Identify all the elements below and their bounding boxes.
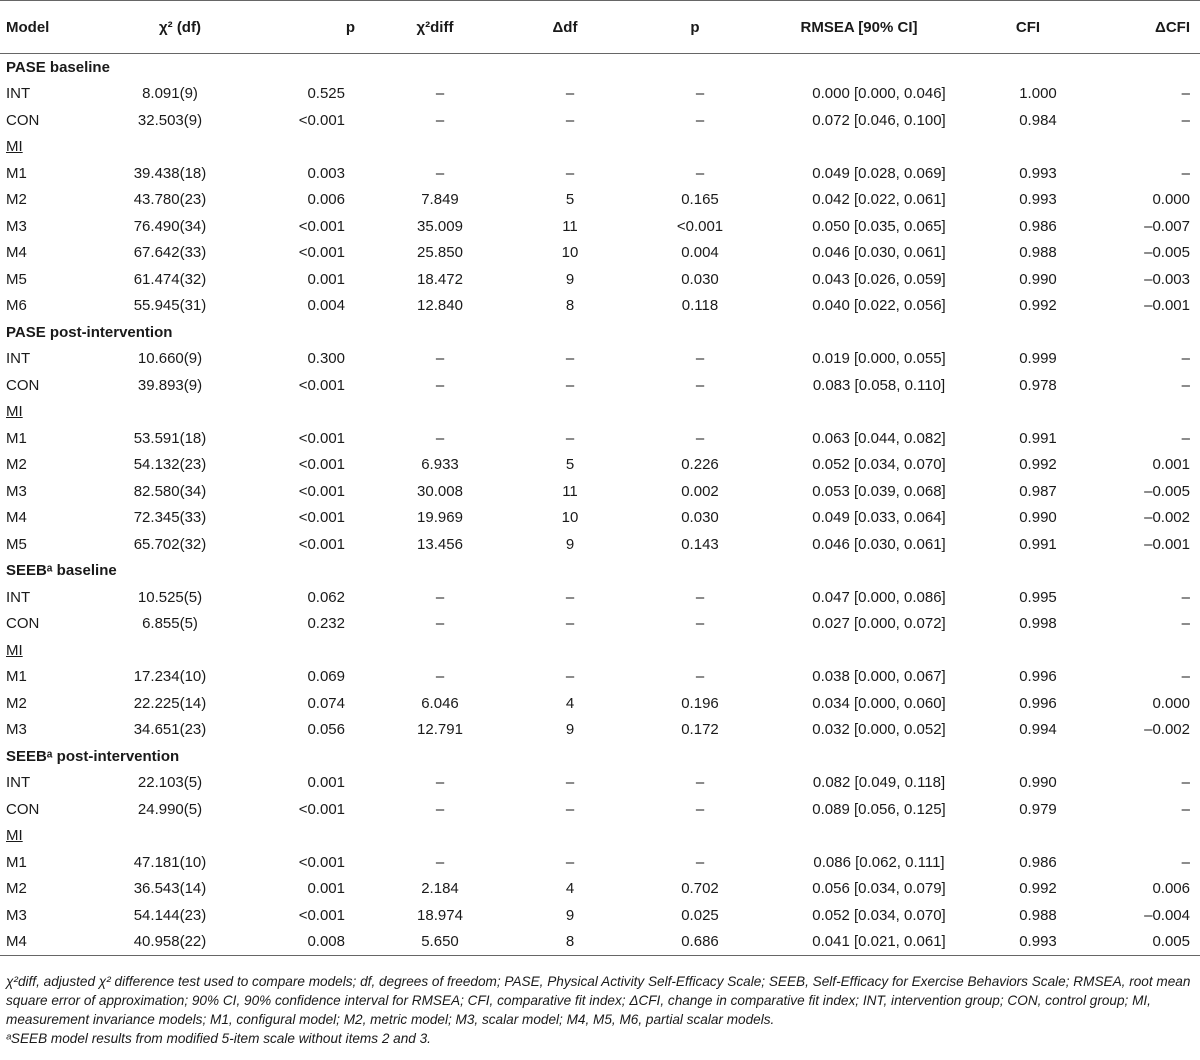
cell-delta-cfi: – (1181, 85, 1190, 103)
cell-rmsea: 0.046 [0.030, 0.061] (812, 535, 946, 553)
cell-chi-square: 55.945(31) (133, 297, 207, 315)
cell-model: M4 (0, 929, 95, 956)
cell-delta-df: 5 (565, 456, 575, 474)
section-title: SEEBᵃ post-intervention (6, 747, 180, 765)
section-row (0, 558, 1200, 585)
cell-cfi: 0.979 (1019, 800, 1057, 818)
cell-chi-square: 34.651(23) (133, 721, 207, 739)
cell-p: 0.008 (245, 929, 375, 956)
cell-cfi: 0.999 (1019, 350, 1057, 368)
cell-cfi: 0.986 (1019, 217, 1057, 235)
footnote-abbreviations: χ²diff, adjusted χ² difference test used to compare models; df, degrees of freedom; PASE, Physical Activity Self-Efficacy Scale; SEEB, Self-Efficacy for Exercise Behaviors Scale; RMSEA, root mean square error of approximation; 90% CI, 90% confidence interval for RMSEA; CFI, comparative fit index; ΔCFI, change in comparative fit index; INT, intervention group; CON, control group; MI, measurement invariance models; M1, configural model; M2, metric model; M3, scalar model; M4, M5, M6, partial scalar models. (6, 974, 1191, 1027)
table-row (0, 902, 1200, 929)
cell-rmsea: 0.043 [0.026, 0.059] (812, 270, 946, 288)
cell-rmsea: 0.052 [0.034, 0.070] (812, 456, 946, 474)
cell-cfi: 0.987 (1019, 482, 1057, 500)
cell-delta-df: 4 (565, 694, 575, 712)
cell-model: M1 (6, 429, 27, 447)
cell-delta-df: – (565, 800, 575, 818)
cell-delta-df: – (565, 164, 575, 182)
cell-chi-diff: 18.974 (417, 906, 463, 924)
cell-cfi: 0.986 (1019, 853, 1057, 871)
cell-p-diff: 0.172 (681, 721, 719, 739)
cell-p: <0.001 (298, 244, 345, 262)
cell-delta-df: – (565, 588, 575, 606)
cell-chi-diff: 6.046 (421, 694, 459, 712)
table-row (0, 929, 1200, 956)
cell-chi-square: 82.580(34) (133, 482, 207, 500)
cell-delta-cfi: – (1181, 853, 1190, 871)
cell-chi-diff: 13.456 (417, 535, 463, 553)
table-row (0, 266, 1200, 293)
footnote-a: ᵃSEEB model results from modified 5-item scale without items 2 and 3. (6, 1031, 431, 1046)
cell-delta-cfi: –0.002 (1144, 509, 1190, 527)
cell-model: CON (6, 376, 40, 394)
cell-chi-diff: 5.650 (375, 929, 505, 956)
cell-delta-cfi: –0.001 (1144, 297, 1190, 315)
cell-delta-cfi: –0.004 (1144, 906, 1190, 924)
cell-chi-diff: – (435, 774, 445, 792)
cell-chi-square: 39.438(18) (133, 164, 207, 182)
cell-chi-diff: 2.184 (421, 880, 459, 898)
cell-p-diff: – (695, 376, 705, 394)
table-row (0, 505, 1200, 532)
cell-delta-df: – (565, 111, 575, 129)
cell-chi-diff: 35.009 (417, 217, 463, 235)
cell-chi-square: 43.780(23) (133, 191, 207, 209)
section-row (0, 743, 1200, 770)
cell-p: 0.003 (307, 164, 345, 182)
cell-p: <0.001 (298, 217, 345, 235)
mi-label: MI (6, 641, 23, 659)
cell-rmsea: 0.049 [0.028, 0.069] (812, 164, 946, 182)
cell-cfi: 0.992 (1019, 456, 1057, 474)
cell-delta-df: 11 (562, 482, 578, 500)
cell-cfi: 0.993 (1019, 164, 1057, 182)
cell-delta-df: 8 (565, 297, 575, 315)
cell-p-diff: 0.030 (681, 270, 719, 288)
cell-rmsea: 0.063 [0.044, 0.082] (812, 429, 946, 447)
table-row (0, 107, 1200, 134)
cell-delta-cfi: – (1181, 615, 1190, 633)
cell-model: M2 (6, 456, 27, 474)
cell-delta-df: – (565, 429, 575, 447)
cell-delta-cfi: 0.000 (1152, 694, 1190, 712)
cell-model: M5 (6, 270, 27, 288)
cell-chi-diff: – (435, 668, 445, 686)
cell-chi-diff: – (435, 164, 445, 182)
cell-p-diff: – (695, 164, 705, 182)
cell-chi-diff: 25.850 (417, 244, 463, 262)
cell-rmsea: 0.034 [0.000, 0.060] (812, 694, 946, 712)
cell-rmsea: 0.046 [0.030, 0.061] (812, 244, 946, 262)
cell-model: M5 (6, 535, 27, 553)
cell-p-diff: – (695, 800, 705, 818)
cell-model: M1 (6, 164, 27, 182)
cell-p: <0.001 (298, 376, 345, 394)
cell-delta-cfi: –0.005 (1144, 244, 1190, 262)
cell-p: 0.006 (307, 191, 345, 209)
cell-delta-df: 10 (561, 244, 579, 262)
cell-p-diff: 0.002 (681, 482, 719, 500)
cell-rmsea: 0.086 [0.062, 0.111] (813, 853, 945, 871)
mi-label: MI (6, 138, 23, 156)
cell-delta-df: 5 (565, 191, 575, 209)
cell-delta-cfi: – (1181, 429, 1190, 447)
mi-label: MI (6, 403, 23, 421)
cell-model: M1 (6, 853, 27, 871)
cell-p: 0.062 (307, 588, 345, 606)
cell-cfi: 0.990 (1019, 509, 1057, 527)
cell-rmsea: 0.019 [0.000, 0.055] (812, 350, 946, 368)
cell-model: M6 (6, 297, 27, 315)
cell-delta-df: – (565, 774, 575, 792)
cell-model: INT (6, 774, 31, 792)
section-title: PASE baseline (6, 58, 110, 76)
cell-delta-cfi: – (1181, 774, 1190, 792)
mi-label-row (0, 823, 1200, 850)
cell-cfi: 0.996 (1019, 668, 1057, 686)
table-row (0, 770, 1200, 797)
cell-chi-square: 32.503(9) (137, 111, 203, 129)
cell-p-diff: – (695, 85, 705, 103)
cell-chi-square: 8.091(9) (142, 85, 198, 103)
table-row (0, 372, 1200, 399)
cell-rmsea: 0.050 [0.035, 0.065] (812, 217, 946, 235)
header-rmsea: RMSEA [90% CI] (765, 1, 963, 54)
table-row (0, 346, 1200, 373)
cell-p: 0.525 (307, 85, 345, 103)
table-row (0, 611, 1200, 638)
cell-chi-diff: – (435, 111, 445, 129)
cell-chi-diff: – (435, 588, 445, 606)
cell-p: <0.001 (298, 482, 345, 500)
cell-delta-cfi: – (1181, 800, 1190, 818)
section-row (0, 54, 1200, 81)
section-title: SEEBᵃ baseline (6, 562, 117, 580)
cell-cfi: 0.998 (1019, 615, 1057, 633)
header-model: Model (0, 1, 95, 54)
cell-p-diff: 0.196 (681, 694, 719, 712)
cell-cfi: 0.984 (1019, 111, 1057, 129)
cell-delta-cfi: – (1181, 588, 1190, 606)
cell-chi-square: 53.591(18) (133, 429, 207, 447)
cell-rmsea: 0.083 [0.058, 0.110] (812, 376, 946, 394)
cell-cfi: 0.995 (1019, 588, 1057, 606)
cell-chi-diff: – (435, 376, 445, 394)
header-row (0, 1, 1200, 54)
cell-delta-df: – (565, 350, 575, 368)
header-chi-diff: χ²diff (375, 1, 505, 54)
header-chi-square: χ² (df) (95, 1, 245, 54)
cell-cfi: 0.996 (1019, 694, 1057, 712)
cell-cfi: 0.978 (1019, 376, 1057, 394)
cell-chi-square: 39.893(9) (137, 376, 203, 394)
cell-chi-diff: 6.933 (421, 456, 459, 474)
cell-delta-cfi: – (1181, 376, 1190, 394)
cell-chi-diff: 12.840 (417, 297, 463, 315)
table-row (0, 717, 1200, 744)
cell-delta-df: 4 (565, 880, 575, 898)
cell-delta-df: – (565, 376, 575, 394)
cell-p-diff: 0.165 (681, 191, 719, 209)
cell-cfi: 0.990 (1019, 774, 1057, 792)
cell-rmsea: 0.052 [0.034, 0.070] (812, 906, 946, 924)
cell-rmsea: 0.040 [0.022, 0.056] (812, 297, 946, 315)
cell-cfi: 0.992 (1019, 297, 1057, 315)
cell-p-diff: – (695, 350, 705, 368)
cell-delta-cfi: – (1181, 350, 1190, 368)
cell-chi-diff: – (435, 350, 445, 368)
cell-chi-diff: – (435, 800, 445, 818)
cell-chi-diff: – (435, 853, 445, 871)
cell-model: CON (6, 615, 40, 633)
table-row (0, 876, 1200, 903)
cell-p: <0.001 (298, 456, 345, 474)
cell-p: 0.004 (307, 297, 345, 315)
table-footnote (6, 972, 1194, 1048)
cell-model: INT (6, 85, 31, 103)
cell-model: M3 (6, 906, 27, 924)
cell-rmsea: 0.089 [0.056, 0.125] (812, 800, 946, 818)
cell-chi-diff: 7.849 (421, 191, 459, 209)
cell-p-diff: – (695, 429, 705, 447)
table-row (0, 425, 1200, 452)
cell-chi-square: 24.990(5) (137, 800, 203, 818)
cell-chi-square: 65.702(32) (133, 535, 207, 553)
cell-delta-cfi: – (1181, 164, 1190, 182)
cell-model: M2 (6, 694, 27, 712)
cell-delta-cfi: –0.005 (1144, 482, 1190, 500)
table-row (0, 240, 1200, 267)
cell-p: <0.001 (298, 906, 345, 924)
section-row (0, 319, 1200, 346)
cell-p-diff: 0.025 (681, 906, 719, 924)
cell-cfi: 0.988 (1019, 906, 1057, 924)
cell-model: M4 (6, 509, 27, 527)
table-row (0, 293, 1200, 320)
mi-label-row (0, 637, 1200, 664)
mi-label: MI (6, 827, 23, 845)
cell-p: 0.232 (307, 615, 345, 633)
cell-chi-square: 22.225(14) (133, 694, 207, 712)
cell-chi-square: 10.525(5) (137, 588, 203, 606)
header-cfi: CFI (963, 1, 1073, 54)
cell-p-diff: <0.001 (676, 217, 724, 235)
cell-p-diff: – (695, 588, 705, 606)
cell-delta-df: 9 (565, 721, 575, 739)
table-row (0, 81, 1200, 108)
cell-model: M3 (6, 482, 27, 500)
cell-p-diff: – (695, 111, 705, 129)
cell-model: M3 (6, 217, 27, 235)
cell-chi-diff: – (435, 429, 445, 447)
cell-delta-cfi: –0.003 (1144, 270, 1190, 288)
cell-chi-diff: – (435, 615, 445, 633)
cell-p-diff: 0.702 (681, 880, 719, 898)
table-row (0, 160, 1200, 187)
cell-chi-square: 36.543(14) (133, 880, 207, 898)
cell-delta-df: 9 (565, 535, 575, 553)
cell-delta-cfi: – (1181, 111, 1190, 129)
cell-delta-cfi: 0.001 (1152, 456, 1190, 474)
cell-p-diff: – (695, 774, 705, 792)
cell-chi-square: 72.345(33) (133, 509, 207, 527)
cell-p-diff: 0.686 (635, 929, 765, 956)
cell-model: INT (6, 350, 31, 368)
cell-p: <0.001 (298, 800, 345, 818)
cell-p-diff: 0.143 (681, 535, 719, 553)
cell-chi-diff: 18.472 (417, 270, 463, 288)
cell-p-diff: – (695, 615, 705, 633)
cell-p: 0.300 (307, 350, 345, 368)
cell-cfi: 0.992 (1019, 880, 1057, 898)
header-delta-cfi: ΔCFI (1073, 1, 1200, 54)
cell-model: M3 (6, 721, 27, 739)
cell-p-diff: – (695, 853, 705, 871)
cell-model: M2 (6, 191, 27, 209)
cell-chi-square: 54.144(23) (133, 906, 207, 924)
cell-delta-df: 10 (561, 509, 579, 527)
cell-chi-square: 10.660(9) (137, 350, 203, 368)
cell-chi-diff: – (435, 85, 445, 103)
cell-chi-square: 61.474(32) (133, 270, 207, 288)
cell-chi-diff: 12.791 (417, 721, 463, 739)
cell-p-diff: – (695, 668, 705, 686)
cell-delta-df: – (565, 85, 575, 103)
cell-model: CON (6, 800, 40, 818)
cell-cfi: 0.990 (1019, 270, 1057, 288)
cell-delta-cfi: 0.005 (1073, 929, 1200, 956)
cell-p: 0.056 (307, 721, 345, 739)
cell-p-diff: 0.226 (681, 456, 719, 474)
cell-p-diff: 0.118 (681, 297, 719, 315)
mi-label-row (0, 399, 1200, 426)
cell-rmsea: 0.038 [0.000, 0.067] (812, 668, 946, 686)
table-row (0, 478, 1200, 505)
cell-delta-df: – (565, 853, 575, 871)
section-title: PASE post-intervention (6, 323, 173, 341)
cell-p: 0.001 (307, 880, 345, 898)
table-row (0, 213, 1200, 240)
table-row (0, 796, 1200, 823)
cell-model: INT (6, 588, 31, 606)
cell-rmsea: 0.042 [0.022, 0.061] (812, 191, 946, 209)
cell-chi-diff: 30.008 (417, 482, 463, 500)
table-row (0, 187, 1200, 214)
cell-model: M1 (6, 668, 27, 686)
cell-cfi: 0.988 (1019, 244, 1057, 262)
cell-chi-square: 54.132(23) (133, 456, 207, 474)
cell-rmsea: 0.056 [0.034, 0.079] (812, 880, 946, 898)
cell-rmsea: 0.041 [0.021, 0.061] (765, 929, 963, 956)
cell-delta-df: – (565, 668, 575, 686)
table-row (0, 531, 1200, 558)
cell-p-diff: 0.004 (681, 244, 719, 262)
cell-delta-df: 9 (565, 906, 575, 924)
table-row (0, 664, 1200, 691)
cell-chi-square: 17.234(10) (133, 668, 207, 686)
cell-model: M4 (6, 244, 27, 262)
table-row (0, 849, 1200, 876)
cell-model: M2 (6, 880, 27, 898)
header-p-diff: p (635, 1, 765, 54)
cell-delta-cfi: –0.001 (1144, 535, 1190, 553)
header-delta-df: Δdf (505, 1, 635, 54)
mi-label-row (0, 134, 1200, 161)
cell-p: <0.001 (298, 535, 345, 553)
cell-cfi: 0.994 (1019, 721, 1057, 739)
cell-rmsea: 0.072 [0.046, 0.100] (812, 111, 946, 129)
cell-rmsea: 0.027 [0.000, 0.072] (812, 615, 946, 633)
cell-cfi: 1.000 (1019, 85, 1057, 103)
cell-delta-df: 8 (505, 929, 635, 956)
cell-delta-df: 9 (565, 270, 575, 288)
cell-rmsea: 0.032 [0.000, 0.052] (812, 721, 946, 739)
cell-chi-square: 67.642(33) (133, 244, 207, 262)
cell-p: 0.074 (307, 694, 345, 712)
cell-cfi: 0.993 (963, 929, 1073, 956)
cell-rmsea: 0.047 [0.000, 0.086] (812, 588, 946, 606)
cell-delta-df: – (565, 615, 575, 633)
cell-p: <0.001 (298, 111, 345, 129)
cell-cfi: 0.991 (1019, 429, 1057, 447)
cell-cfi: 0.993 (1019, 191, 1057, 209)
table-row (0, 584, 1200, 611)
cell-rmsea: 0.000 [0.000, 0.046] (812, 85, 946, 103)
table-body (0, 54, 1200, 956)
cell-delta-cfi: 0.006 (1152, 880, 1190, 898)
cell-p: <0.001 (298, 429, 345, 447)
cell-delta-cfi: –0.007 (1144, 217, 1190, 235)
cell-chi-square: 6.855(5) (142, 615, 198, 633)
cell-delta-cfi: –0.002 (1144, 721, 1190, 739)
cell-p: <0.001 (298, 509, 345, 527)
cell-model: CON (6, 111, 40, 129)
table-row (0, 690, 1200, 717)
cell-p: 0.069 (307, 668, 345, 686)
cell-rmsea: 0.049 [0.033, 0.064] (812, 509, 946, 527)
table-row (0, 452, 1200, 479)
cell-delta-cfi: 0.000 (1152, 191, 1190, 209)
header-p: p (245, 1, 375, 54)
cell-p-diff: 0.030 (681, 509, 719, 527)
cell-cfi: 0.991 (1019, 535, 1057, 553)
cell-rmsea: 0.082 [0.049, 0.118] (812, 774, 946, 792)
cell-p: 0.001 (307, 774, 345, 792)
cell-chi-square: 40.958(22) (95, 929, 245, 956)
cell-chi-diff: 19.969 (417, 509, 463, 527)
cell-delta-cfi: – (1181, 668, 1190, 686)
cell-p: <0.001 (298, 853, 345, 871)
cell-chi-square: 76.490(34) (133, 217, 207, 235)
cell-chi-square: 22.103(5) (137, 774, 203, 792)
cell-p: 0.001 (307, 270, 345, 288)
cell-chi-square: 47.181(10) (133, 853, 207, 871)
cell-rmsea: 0.053 [0.039, 0.068] (812, 482, 946, 500)
cell-delta-df: 11 (562, 217, 578, 235)
